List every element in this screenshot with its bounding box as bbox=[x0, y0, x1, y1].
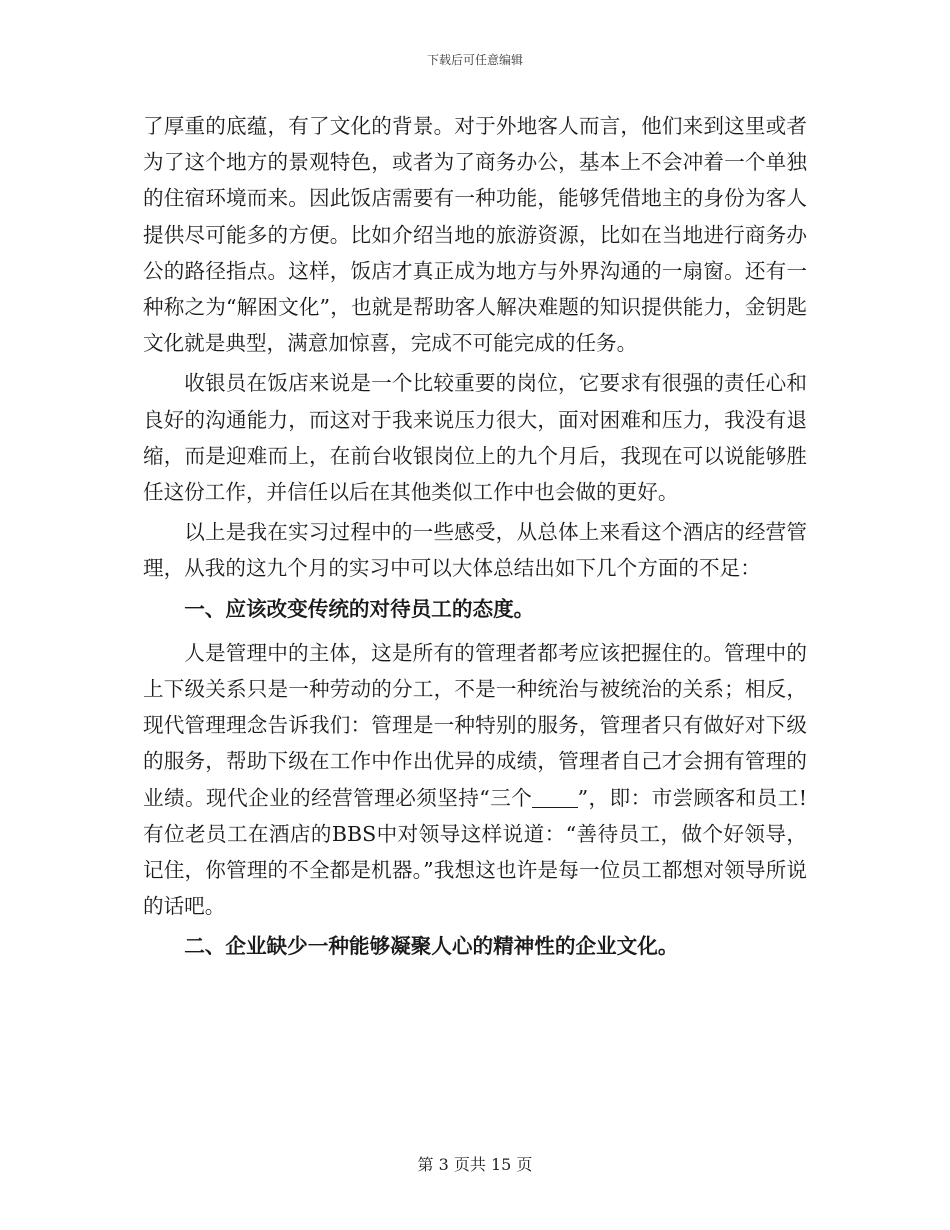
paragraph-summary: 以上是我在实习过程中的一些感受，从总体上来看这个酒店的经营管理，从我的这九个月的实习中可以大体总结出如下几个方面的不足： bbox=[143, 520, 807, 581]
document-body bbox=[143, 108, 807, 973]
paragraph-cashier-role: 收银员在饭店来说是一个比较重要的岗位，它要求有很强的责任心和良好的沟通能力，而这对于我来说压力很大，面对困难和压力，我没有退缩，而是迎难而上，在前台收银岗位上的九个月后，我现在可以说能够胜任这份工作，并信任以后在其他类似工作中也会做的更好。 bbox=[143, 371, 807, 505]
paragraph-management bbox=[143, 635, 807, 925]
page-header-note: 下载后可任意编辑 bbox=[426, 53, 523, 67]
paragraph-hotel-culture: 了厚重的底蕴，有了文化的背景。对于外地客人而言，他们来到这里或者为了这个地方的景观特色，或者为了商务办公，基本上不会冲着一个单独的住宿环境而来。因此饭店需要有一种功能，能够凭借地主的身份为客人提供尽可能多的方便。比如介绍当地的旅游资源，比如在当地进行商务办公的路径指点。这样，饭店才真正成为地方与外界沟通的一扇窗。还有一种称之为“解困文化”，也就是帮助客人解决难题的知识提供能力，金钥匙文化就是典型，满意加惊喜，完成不可能完成的任务。 bbox=[143, 114, 807, 356]
fill-in-blank bbox=[532, 786, 577, 808]
paragraph-management-part1: 人是管理中的主体，这是所有的管理者都考应该把握住的。管理中的上下级关系只是一种劳动的分工，不是一种统治与被统治的关系；相反，现代管理理念告诉我们：管理是一种特别的服务，管理者只有做好对下级的服务，帮助下级在工作中作出优异的成绩，管理者自己才会拥有管理的业绩。现代企业的经营管理必须坚持“三个 bbox=[143, 640, 807, 810]
section-heading-2: 二、企业缺少一种能够凝聚人心的精神性的企业文化。 bbox=[184, 934, 679, 959]
section-heading-1: 一、应该改变传统的对待员工的态度。 bbox=[184, 596, 535, 621]
page-number: 第 3 页共 15 页 bbox=[417, 1155, 533, 1174]
paragraph-management-part2: ”，即：市尝顾客和员工!有位老员工在酒店的BBS中对领导这样说道：“善待员工，做个好领导，记住，你管理的不全都是机器。”我想这也许是每一位员工都想对领导所说的话吧。 bbox=[143, 785, 807, 919]
